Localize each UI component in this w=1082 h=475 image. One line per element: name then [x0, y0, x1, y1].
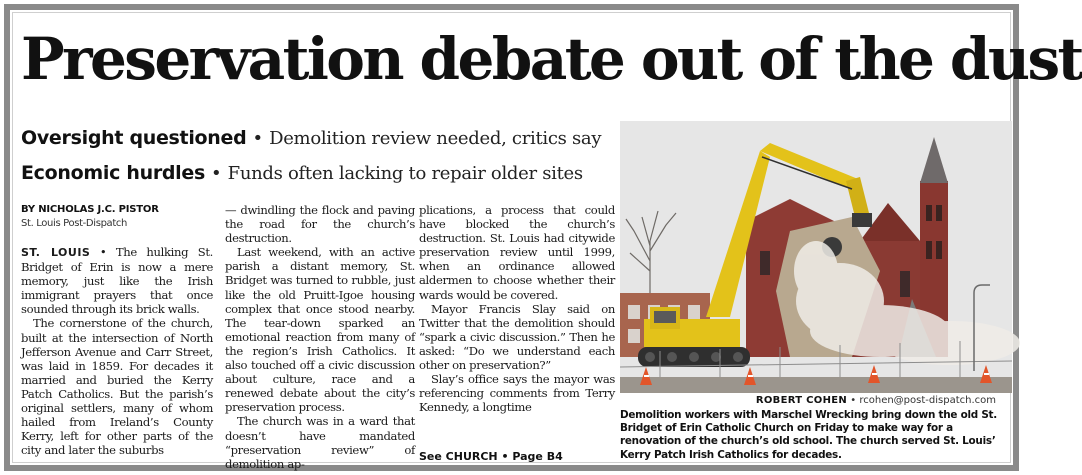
photo-caption: Demolition workers with Marschel Wrecking bring down the old St. Bridget of Erin Catholic Church on Friday to make way for a renovation of the church’s old school. The church served St. Louis’ Kerry Patch Irish Catholics for decades. [620, 409, 997, 461]
article-column-2 [225, 203, 415, 471]
paragraph-text: The hulking St. Bridget of Erin is now a mere memory, just like the Irish immigrant prayers that once sounded through its brick walls. [21, 245, 213, 317]
article-column-1 [21, 203, 213, 458]
article-paragraph: Last weekend, with an active parish a distant memory, St. Bridget was turned to rubble, just like the old Pruitt-Igoe housing complex that once stood nearby. The tear-down sparked an emotional reaction from many of the region’s Irish Catholics. It also touched off a civic discussion about culture, race and a renewed debate about the city’s preservation process. [225, 245, 415, 415]
deck-bullet: • [252, 128, 264, 149]
article-paragraph: Slay’s office says the mayor was referencing comments from Terry Kennedy, a longtime [419, 372, 615, 415]
article-paragraph: — dwindling the flock and paving the road for the church’s destruction. [225, 203, 415, 246]
demolition-photo [620, 121, 1012, 393]
deck-text: Funds often lacking to repair older sites [227, 163, 583, 184]
jump-line[interactable] [419, 450, 563, 463]
article-paragraph: The church was in a ward that doesn’t have mandated “preservation review” of demolition ap- [225, 414, 415, 471]
deck-economic [21, 162, 583, 184]
jump-page: Page B4 [512, 450, 563, 463]
dateline: ST. LOUIS [21, 246, 91, 259]
article-paragraph: Mayor Francis Slay said on Twitter that the demolition should “spark a civic discussion.” Then he asked: “Do we understand each other on preservation?” [419, 301, 615, 373]
photographer-name: ROBERT COHEN [755, 395, 848, 406]
jump-bullet: • [501, 450, 509, 463]
photographer-email[interactable]: rcohen@post-dispatch.com [859, 395, 996, 406]
photo-credit [756, 395, 996, 406]
credit-bullet: • [850, 395, 857, 406]
clipping-frame [4, 4, 1082, 471]
article-paragraph [21, 245, 213, 316]
article-paragraph: plications, a process that could have blocked the church’s destruction. St. Louis had citywide preservation review until 1999, when an ordinance allowed aldermen to choose whether their wards would be covered. [419, 203, 615, 302]
deck-bullet: • [211, 163, 222, 184]
deck-oversight [21, 127, 601, 149]
dateline-bullet: • [99, 245, 107, 259]
headline: Preservation debate out of the dust [21, 25, 1082, 93]
clipping-page [12, 12, 1082, 471]
byline: BY NICHOLAS J.C. PISTOR [21, 204, 159, 215]
deck-text: Demolition review needed, critics say [269, 128, 602, 149]
article-paragraph: The cornerstone of the church, built at the intersection of North Jefferson Avenue and Carr Street, was laid in 1859. For decades it married and buried the Kerry Patch Catholics. But the parish’s original settlers, many of whom hailed from Ireland’s County Kerry, left for other parts of the city and later the suburbs [21, 316, 213, 458]
deck-kicker: Oversight questioned [21, 127, 247, 149]
deck-kicker: Economic hurdles [21, 162, 205, 184]
byline-affiliation: St. Louis Post-Dispatch [21, 218, 128, 229]
demolition-scene [620, 121, 1012, 393]
jump-label: See CHURCH [419, 450, 498, 463]
article-column-3 [419, 203, 615, 458]
